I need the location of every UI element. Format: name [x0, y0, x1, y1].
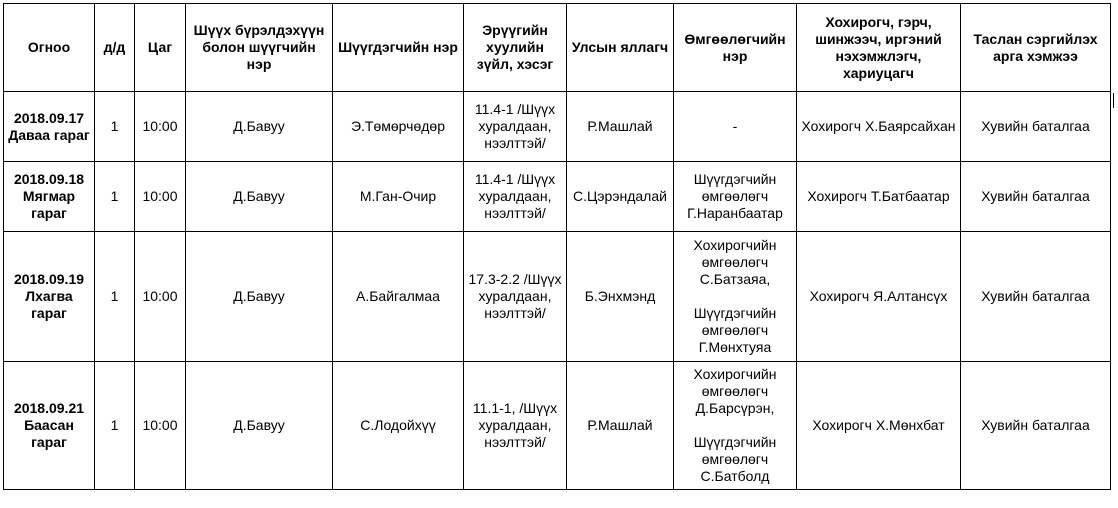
lawyer-text-2: Шүүгдэгчийн өмгөөлөгч Г.Мөнхтуяа: [693, 305, 777, 355]
header-number: д/д: [95, 4, 135, 92]
header-judge: Шүүх бүрэлдэхүүн болон шүүгчийн нэр: [186, 4, 333, 92]
header-row: [4, 4, 1111, 92]
victim-cell: Хохирогч Т.Батбаатар: [797, 162, 961, 232]
table-row: [4, 232, 1111, 362]
article-cell: 11.1-1, /Шүүх хуралдаан, нээлттэй/: [464, 362, 567, 490]
victim-cell: Хохирогч Х.Баярсайхан: [797, 92, 961, 162]
header-lawyer: Өмгөөлөгчийн нэр: [674, 4, 797, 92]
article-cell: 17.3-2.2 /Шүүх хуралдаан, нээлттэй/: [464, 232, 567, 362]
lawyer-text-1: -: [732, 118, 738, 134]
date-cell: [4, 362, 95, 490]
time-cell: 10:00: [135, 232, 186, 362]
measure-cell: Хувийн баталгаа: [961, 362, 1111, 490]
court-schedule-table: [3, 3, 1111, 490]
defendant-cell: Э.Төмөрчөдөр: [333, 92, 464, 162]
prosecutor-cell: Р.Машлай: [567, 362, 674, 490]
article-cell: 11.4-1 /Шүүх хуралдаан, нээлттэй/: [464, 92, 567, 162]
judge-cell: Д.Бавуу: [186, 162, 333, 232]
lawyer-cell: [674, 162, 797, 232]
header-defendant: Шүүгдэгчийн нэр: [333, 4, 464, 92]
lawyer-text-1: Хохирогчийн өмгөөлөгч С.Батзаяа,: [693, 237, 777, 287]
header-date: Огноо: [4, 4, 95, 92]
judge-cell: Д.Бавуу: [186, 92, 333, 162]
time-cell: 10:00: [135, 362, 186, 490]
date-cell: [4, 232, 95, 362]
measure-cell: Хувийн баталгаа: [961, 162, 1111, 232]
header-article: Эрүүгийн хуулийн зүйл, хэсэг: [464, 4, 567, 92]
lawyer-cell: [674, 362, 797, 490]
article-cell: 11.4-1 /Шүүх хуралдаан, нээлттэй/: [464, 162, 567, 232]
lawyer-cell: [674, 232, 797, 362]
lawyer-text-1: Шүүгдэгчийн өмгөөлөгч Г.Наранбаатар: [687, 171, 783, 221]
lawyer-spacer: [677, 288, 793, 305]
judge-cell: Д.Бавуу: [186, 232, 333, 362]
header-victim: Хохирогч, гэрч, шинжээч, иргэний нэхэмжлэгч, хариуцагч: [797, 4, 961, 92]
defendant-cell: М.Ган-Очир: [333, 162, 464, 232]
judge-cell: Д.Бавуу: [186, 362, 333, 490]
prosecutor-cell: Р.Машлай: [567, 92, 674, 162]
victim-cell: Хохирогч Х.Мөнхбат: [797, 362, 961, 490]
date-text: 2018.09.19: [13, 271, 85, 287]
date-text: 2018.09.17: [13, 109, 85, 126]
time-cell: 10:00: [135, 92, 186, 162]
lawyer-spacer: [677, 417, 793, 434]
number-cell: 1: [95, 162, 135, 232]
defendant-cell: С.Лодойхүү: [333, 362, 464, 490]
table-row: [4, 362, 1111, 490]
lawyer-cell: [674, 92, 797, 162]
number-cell: 1: [95, 362, 135, 490]
measure-cell: Хувийн баталгаа: [961, 232, 1111, 362]
date-text: 2018.09.18: [13, 171, 85, 187]
weekday-text: Лхагва гараг: [25, 288, 73, 321]
weekday-text: Даваа гараг: [8, 126, 90, 143]
header-time: Цаг: [135, 4, 186, 92]
header-measure: Таслан сэргийлэх арга хэмжээ: [961, 4, 1111, 92]
date-cell: [4, 92, 95, 162]
date-text: 2018.09.21: [13, 400, 85, 416]
number-cell: 1: [95, 92, 135, 162]
weekday-text: Баасан гараг: [24, 417, 74, 450]
victim-cell: Хохирогч Я.Алтансүх: [797, 232, 961, 362]
table-row: [4, 162, 1111, 232]
time-cell: 10:00: [135, 162, 186, 232]
text-cursor-mark: [1113, 93, 1114, 108]
defendant-cell: А.Байгалмаа: [333, 232, 464, 362]
table-row: [4, 92, 1111, 162]
date-cell: [4, 162, 95, 232]
weekday-text: Мягмар гараг: [22, 188, 76, 221]
prosecutor-cell: Б.Энхмэнд: [567, 232, 674, 362]
prosecutor-cell: С.Цэрэндалай: [567, 162, 674, 232]
number-cell: 1: [95, 232, 135, 362]
lawyer-text-2: Шүүгдэгчийн өмгөөлөгч С.Батболд: [693, 434, 777, 484]
header-prosecutor: Улсын яллагч: [567, 4, 674, 92]
measure-cell: Хувийн баталгаа: [961, 92, 1111, 162]
lawyer-text-1: Хохирогчийн өмгөөлөгч Д.Барсүрэн,: [693, 366, 777, 416]
